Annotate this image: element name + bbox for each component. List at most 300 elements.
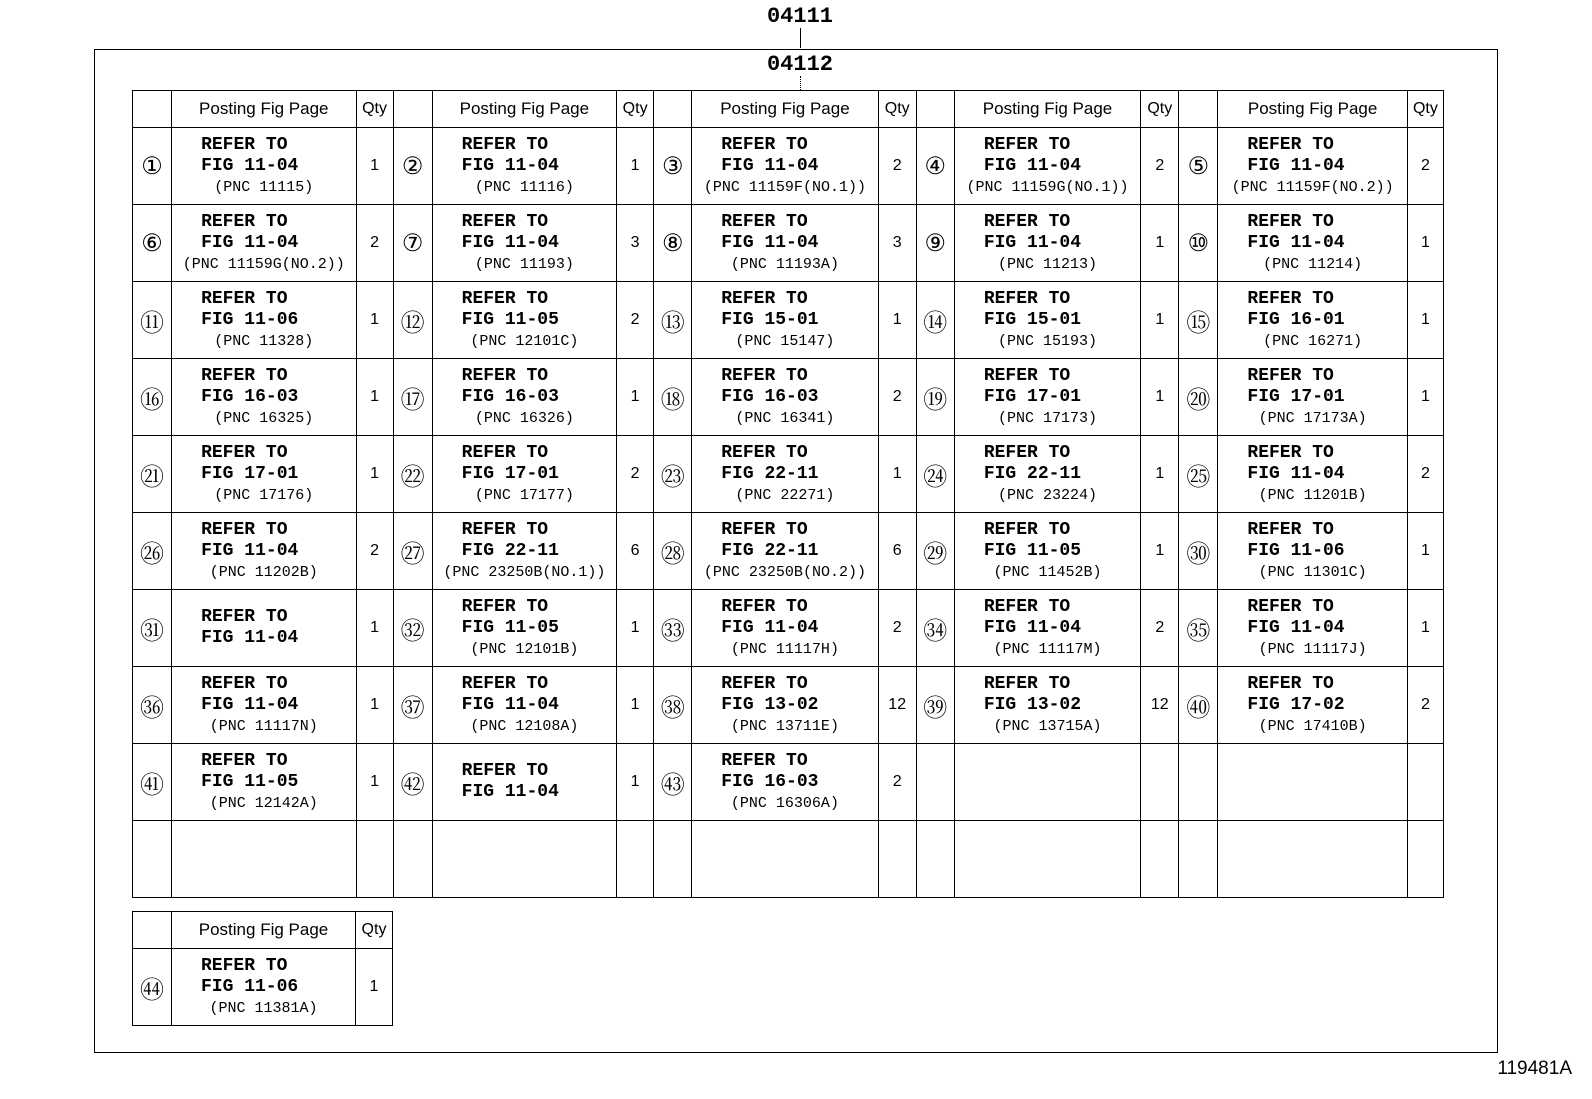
item-number: ⑲ (916, 359, 954, 436)
reference-cell (172, 282, 356, 359)
fig-page-text: FIG 11-04 (721, 155, 819, 176)
fig-page-text: FIG 16-03 (201, 386, 299, 407)
refer-to-text: REFER TO (721, 365, 808, 386)
item-number: ⑧ (654, 205, 692, 282)
item-number: ⑪ (133, 282, 172, 359)
item-number: ⑫ (393, 282, 432, 359)
fig-page-text: FIG 11-04 (461, 232, 559, 253)
fig-page-text: FIG 15-01 (721, 309, 819, 330)
fig-page-text: FIG 11-06 (201, 976, 299, 997)
refer-to-text: REFER TO (201, 365, 288, 386)
fig-page-text: FIG 11-04 (983, 155, 1082, 176)
reference-cell (432, 667, 616, 744)
table-row (133, 590, 1444, 667)
pnc-text: (PNC 17173A) (1258, 409, 1367, 427)
table-row (133, 949, 393, 1026)
header-qty-cell: Qty (356, 91, 393, 128)
refer-to-text: REFER TO (461, 288, 549, 309)
table-row (133, 282, 1444, 359)
fig-page-text: FIG 13-02 (721, 694, 819, 715)
header-fig-cell: Posting Fig Page (172, 91, 356, 128)
pnc-text: (PNC 11202B) (209, 563, 318, 581)
empty-cell (1218, 821, 1407, 898)
item-number: ⑥ (133, 205, 172, 282)
item-number: ㉛ (133, 590, 172, 667)
pnc-text: (PNC 23250B(NO.1)) (443, 563, 606, 581)
item-number: ⑩ (1179, 205, 1218, 282)
reference-cell (172, 359, 356, 436)
qty-cell: 1 (1407, 513, 1443, 590)
fig-page-text: FIG 11-04 (721, 617, 819, 638)
reference-cell (172, 590, 356, 667)
pnc-text: (PNC 23224) (998, 486, 1098, 504)
refer-to-text: REFER TO (461, 134, 549, 155)
qty-cell: 1 (1141, 282, 1179, 359)
reference-cell (432, 744, 616, 821)
pnc-text: (PNC 16341) (735, 409, 835, 427)
item-number: ⑰ (393, 359, 432, 436)
qty-cell: 2 (1141, 590, 1179, 667)
refer-to-text: REFER TO (1247, 673, 1334, 694)
refer-to-text: REFER TO (721, 442, 808, 463)
fig-page-text: FIG 11-05 (983, 540, 1082, 561)
item-number: ⑱ (654, 359, 692, 436)
fig-page-text: FIG 22-11 (721, 540, 819, 561)
reference-cell (432, 590, 616, 667)
item-number: ⑤ (1179, 128, 1218, 205)
fig-page-text: FIG 11-04 (1247, 232, 1345, 253)
item-number: ⑬ (654, 282, 692, 359)
qty-cell: 1 (1407, 205, 1443, 282)
pnc-text: (PNC 12142A) (209, 794, 318, 812)
item-number: ㊴ (916, 667, 954, 744)
fig-page-text: FIG 13-02 (983, 694, 1082, 715)
item-number: ③ (654, 128, 692, 205)
qty-cell: 2 (356, 513, 393, 590)
pnc-text: (PNC 17173) (998, 409, 1098, 427)
refer-to-text: REFER TO (983, 365, 1071, 386)
header-num-cell (1179, 91, 1218, 128)
qty-cell: 3 (878, 205, 916, 282)
qty-cell: 12 (878, 667, 916, 744)
reference-cell (172, 128, 356, 205)
header-fig-cell: Posting Fig Page (432, 91, 616, 128)
fig-page-text: FIG 16-01 (1247, 309, 1345, 330)
fig-page-text: FIG 17-01 (461, 463, 559, 484)
empty-cell (654, 821, 692, 898)
item-number: ㉞ (916, 590, 954, 667)
pnc-text: (PNC 11115) (214, 178, 314, 196)
reference-cell (1218, 282, 1407, 359)
empty-cell (393, 821, 432, 898)
reference-cell (1218, 436, 1407, 513)
reference-cell (954, 667, 1140, 744)
empty-cell (954, 821, 1140, 898)
item-number: ⑮ (1179, 282, 1218, 359)
table-row (133, 667, 1444, 744)
item-number: ㉖ (133, 513, 172, 590)
reference-cell (172, 667, 356, 744)
reference-cell (692, 128, 878, 205)
qty-cell: 1 (617, 128, 654, 205)
pnc-text: (PNC 11201B) (1258, 486, 1367, 504)
pnc-text: (PNC 11452B) (993, 563, 1102, 581)
qty-cell: 1 (1407, 359, 1443, 436)
reference-cell (432, 205, 616, 282)
pnc-text: (PNC 11117H) (730, 640, 839, 658)
item-number: ㉝ (654, 590, 692, 667)
empty-cell (1179, 744, 1218, 821)
reference-table (132, 90, 1444, 898)
refer-to-text: REFER TO (461, 211, 549, 232)
pnc-text: (PNC 17177) (474, 486, 574, 504)
item-number: ㉚ (1179, 513, 1218, 590)
refer-to-text: REFER TO (201, 134, 288, 155)
empty-cell (1141, 821, 1179, 898)
refer-to-text: REFER TO (201, 442, 288, 463)
qty-cell: 3 (617, 205, 654, 282)
qty-cell: 1 (878, 436, 916, 513)
fig-page-text: FIG 11-04 (983, 617, 1082, 638)
pnc-text: (PNC 11159F(NO.2)) (1231, 178, 1394, 196)
pnc-text: (PNC 17176) (214, 486, 314, 504)
header-fig-cell: Posting Fig Page (172, 912, 356, 949)
refer-to-text: REFER TO (461, 673, 549, 694)
qty-cell: 2 (617, 436, 654, 513)
reference-table-extra (132, 911, 393, 1026)
fig-page-text: FIG 11-04 (1247, 155, 1345, 176)
pnc-text: (PNC 11117M) (993, 640, 1102, 658)
header-num-cell (654, 91, 692, 128)
table-row (133, 744, 1444, 821)
pnc-text: (PNC 13711E) (730, 717, 839, 735)
item-number: ⑭ (916, 282, 954, 359)
qty-cell: 2 (1407, 667, 1443, 744)
item-number: ⑯ (133, 359, 172, 436)
leader-line-dotted (800, 76, 801, 90)
qty-cell: 1 (356, 590, 393, 667)
item-number: ㊶ (133, 744, 172, 821)
qty-cell: 1 (1141, 205, 1179, 282)
refer-to-text: REFER TO (1247, 596, 1334, 617)
header-fig-cell: Posting Fig Page (692, 91, 878, 128)
item-number: ㊵ (1179, 667, 1218, 744)
refer-to-text: REFER TO (721, 288, 808, 309)
leader-line (800, 28, 801, 48)
fig-page-text: FIG 16-03 (461, 386, 559, 407)
item-number: ㉜ (393, 590, 432, 667)
pnc-text: (PNC 23250B(NO.2)) (703, 563, 866, 581)
refer-to-text: REFER TO (1247, 442, 1334, 463)
item-number: ㉒ (393, 436, 432, 513)
reference-cell (1218, 128, 1407, 205)
reference-cell (692, 744, 878, 821)
refer-to-text: REFER TO (201, 607, 288, 627)
qty-cell: 1 (617, 359, 654, 436)
table-row (133, 359, 1444, 436)
fig-page-text: FIG 22-11 (461, 540, 559, 561)
pnc-text: (PNC 11328) (214, 332, 314, 350)
pnc-text: (PNC 11301C) (1258, 563, 1367, 581)
fig-page-text: FIG 22-11 (721, 463, 819, 484)
qty-cell: 1 (356, 667, 393, 744)
qty-cell: 12 (1141, 667, 1179, 744)
refer-to-text: REFER TO (721, 673, 808, 694)
pnc-text: (PNC 15193) (998, 332, 1098, 350)
refer-to-text: REFER TO (461, 442, 549, 463)
refer-to-text: REFER TO (983, 519, 1071, 540)
empty-cell (1407, 744, 1443, 821)
reference-cell (692, 282, 878, 359)
item-number: ㊷ (393, 744, 432, 821)
fig-page-text: FIG 17-01 (1247, 386, 1345, 407)
pnc-text: (PNC 12108A) (470, 717, 579, 735)
empty-cell (1407, 821, 1443, 898)
fig-page-text: FIG 17-01 (983, 386, 1082, 407)
qty-cell: 2 (878, 128, 916, 205)
reference-cell (1218, 590, 1407, 667)
refer-to-text: REFER TO (983, 673, 1071, 694)
header-num-cell (133, 91, 172, 128)
pnc-text: (PNC 11381A) (209, 999, 318, 1017)
reference-cell (954, 436, 1140, 513)
item-number: ⑦ (393, 205, 432, 282)
fig-page-text: FIG 11-06 (201, 309, 299, 330)
refer-to-text: REFER TO (201, 673, 288, 694)
refer-to-text: REFER TO (201, 211, 288, 232)
refer-to-text: REFER TO (721, 596, 808, 617)
reference-cell (692, 513, 878, 590)
pnc-text: (PNC 11214) (1263, 255, 1363, 273)
refer-to-text: REFER TO (983, 134, 1071, 155)
qty-cell: 1 (617, 590, 654, 667)
item-number: ② (393, 128, 432, 205)
item-number: ㉑ (133, 436, 172, 513)
qty-cell: 1 (1407, 590, 1443, 667)
fig-page-text: FIG 11-04 (461, 155, 559, 176)
table-row (133, 513, 1444, 590)
empty-cell (172, 821, 356, 898)
pnc-text: (PNC 15147) (735, 332, 835, 350)
empty-cell (133, 821, 172, 898)
refer-to-text: REFER TO (721, 211, 808, 232)
qty-cell: 1 (1141, 359, 1179, 436)
refer-to-text: REFER TO (201, 955, 288, 976)
header-qty-cell: Qty (1141, 91, 1179, 128)
qty-cell: 1 (356, 282, 393, 359)
pnc-text: (PNC 16325) (214, 409, 314, 427)
reference-cell (1218, 359, 1407, 436)
fig-page-text: FIG 16-03 (721, 386, 819, 407)
refer-to-text: REFER TO (1247, 519, 1334, 540)
pnc-text: (PNC 17410B) (1258, 717, 1367, 735)
refer-to-text: REFER TO (983, 211, 1071, 232)
header-row (133, 912, 393, 949)
table-row (133, 821, 1444, 898)
fig-page-text: FIG 11-04 (461, 694, 559, 715)
reference-cell (692, 205, 878, 282)
figure-id: 119481A (1497, 1058, 1572, 1079)
item-number: ㉙ (916, 513, 954, 590)
reference-cell (1218, 513, 1407, 590)
qty-cell: 2 (1407, 436, 1443, 513)
qty-cell: 1 (356, 744, 393, 821)
item-number: ㊸ (654, 744, 692, 821)
qty-cell: 1 (356, 949, 393, 1026)
item-number: ㊲ (393, 667, 432, 744)
pnc-text: (PNC 11213) (998, 255, 1098, 273)
reference-cell (172, 744, 356, 821)
pnc-text: (PNC 11159G(NO.2)) (182, 255, 345, 273)
pnc-text: (PNC 22271) (735, 486, 835, 504)
empty-cell (617, 821, 654, 898)
fig-page-text: FIG 11-04 (201, 694, 299, 715)
table-row (133, 205, 1444, 282)
qty-cell: 2 (878, 359, 916, 436)
qty-cell: 1 (878, 282, 916, 359)
refer-to-text: REFER TO (461, 519, 549, 540)
reference-cell (954, 282, 1140, 359)
pnc-text: (PNC 11193A) (730, 255, 839, 273)
header-fig-cell: Posting Fig Page (1218, 91, 1407, 128)
header-num-cell (133, 912, 172, 949)
qty-cell: 2 (878, 744, 916, 821)
empty-cell (1179, 821, 1218, 898)
refer-to-text: REFER TO (201, 288, 288, 309)
header-row (133, 91, 1444, 128)
qty-cell: 1 (1407, 282, 1443, 359)
refer-to-text: REFER TO (721, 519, 808, 540)
pnc-text: (PNC 11193) (474, 255, 574, 273)
empty-cell (954, 744, 1140, 821)
reference-cell (692, 359, 878, 436)
reference-cell (692, 667, 878, 744)
fig-page-text: FIG 11-05 (201, 771, 299, 792)
refer-to-text: REFER TO (1247, 288, 1334, 309)
header-qty-cell: Qty (356, 912, 393, 949)
header-qty-cell: Qty (1407, 91, 1443, 128)
refer-to-text: REFER TO (1247, 211, 1334, 232)
qty-cell: 6 (617, 513, 654, 590)
item-number: ㉓ (654, 436, 692, 513)
table-row (133, 128, 1444, 205)
reference-cell (432, 128, 616, 205)
reference-cell (432, 513, 616, 590)
item-number: ㉔ (916, 436, 954, 513)
fig-page-text: FIG 16-03 (721, 771, 819, 792)
reference-cell (172, 949, 356, 1026)
qty-cell: 1 (617, 744, 654, 821)
fig-page-text: FIG 22-11 (983, 463, 1082, 484)
qty-cell: 1 (617, 667, 654, 744)
item-number: ㉗ (393, 513, 432, 590)
reference-cell (1218, 205, 1407, 282)
qty-cell: 2 (878, 590, 916, 667)
item-number: ㊹ (133, 949, 172, 1026)
fig-page-text: FIG 15-01 (983, 309, 1082, 330)
empty-cell (692, 821, 878, 898)
pnc-text: (PNC 11159F(NO.1)) (703, 178, 866, 196)
refer-to-text: REFER TO (983, 596, 1071, 617)
fig-page-text: FIG 11-04 (721, 232, 819, 253)
item-number: ㉕ (1179, 436, 1218, 513)
pnc-text: (PNC 16306A) (730, 794, 839, 812)
empty-cell (432, 821, 616, 898)
fig-page-text: FIG 17-02 (1247, 694, 1345, 715)
reference-cell (172, 513, 356, 590)
item-number: ① (133, 128, 172, 205)
item-number: ⑳ (1179, 359, 1218, 436)
refer-to-text: REFER TO (983, 442, 1071, 463)
reference-cell (954, 513, 1140, 590)
pnc-text: (PNC 11116) (474, 178, 574, 196)
refer-to-text: REFER TO (461, 596, 549, 617)
reference-cell (172, 205, 356, 282)
qty-cell: 1 (1141, 436, 1179, 513)
item-number: ④ (916, 128, 954, 205)
item-number: ㊳ (654, 667, 692, 744)
header-num-cell (393, 91, 432, 128)
reference-cell (1218, 667, 1407, 744)
item-number: ㉘ (654, 513, 692, 590)
item-number: ㊱ (133, 667, 172, 744)
qty-cell: 2 (356, 205, 393, 282)
reference-cell (172, 436, 356, 513)
reference-cell (954, 205, 1140, 282)
pnc-text: (PNC 12101B) (470, 640, 579, 658)
refer-to-text: REFER TO (721, 134, 808, 155)
empty-cell (356, 821, 393, 898)
qty-cell: 1 (1141, 513, 1179, 590)
qty-cell: 1 (356, 128, 393, 205)
refer-to-text: REFER TO (1247, 365, 1334, 386)
qty-cell: 1 (356, 359, 393, 436)
header-fig-cell: Posting Fig Page (954, 91, 1140, 128)
qty-cell: 2 (1141, 128, 1179, 205)
empty-cell (878, 821, 916, 898)
fig-page-text: FIG 11-04 (1247, 617, 1345, 638)
refer-to-text: REFER TO (1247, 134, 1334, 155)
fig-page-text: FIG 11-04 (983, 232, 1082, 253)
fig-page-text: FIG 17-01 (201, 463, 299, 484)
fig-page-text: FIG 11-04 (461, 782, 559, 802)
refer-to-text: REFER TO (461, 365, 549, 386)
fig-page-text: FIG 11-04 (201, 155, 299, 176)
fig-page-text: FIG 11-04 (201, 540, 299, 561)
fig-page-text: FIG 11-04 (201, 232, 299, 253)
pnc-text: (PNC 11117N) (209, 717, 318, 735)
qty-cell: 6 (878, 513, 916, 590)
item-number: ㉟ (1179, 590, 1218, 667)
refer-to-text: REFER TO (201, 750, 288, 771)
pnc-text: (PNC 11117J) (1258, 640, 1367, 658)
empty-cell (916, 821, 954, 898)
refer-to-text: REFER TO (201, 519, 288, 540)
reference-cell (692, 590, 878, 667)
reference-cell (432, 359, 616, 436)
pnc-text: (PNC 12101C) (470, 332, 579, 350)
empty-cell (1141, 744, 1179, 821)
refer-to-text: REFER TO (461, 761, 549, 781)
empty-cell (916, 744, 954, 821)
qty-cell: 2 (1407, 128, 1443, 205)
fig-page-text: FIG 11-04 (1247, 463, 1345, 484)
fig-page-text: FIG 11-04 (201, 628, 299, 648)
refer-to-text: REFER TO (721, 750, 808, 771)
item-number: ⑨ (916, 205, 954, 282)
fig-page-text: FIG 11-05 (461, 309, 559, 330)
fig-page-text: FIG 11-05 (461, 617, 559, 638)
